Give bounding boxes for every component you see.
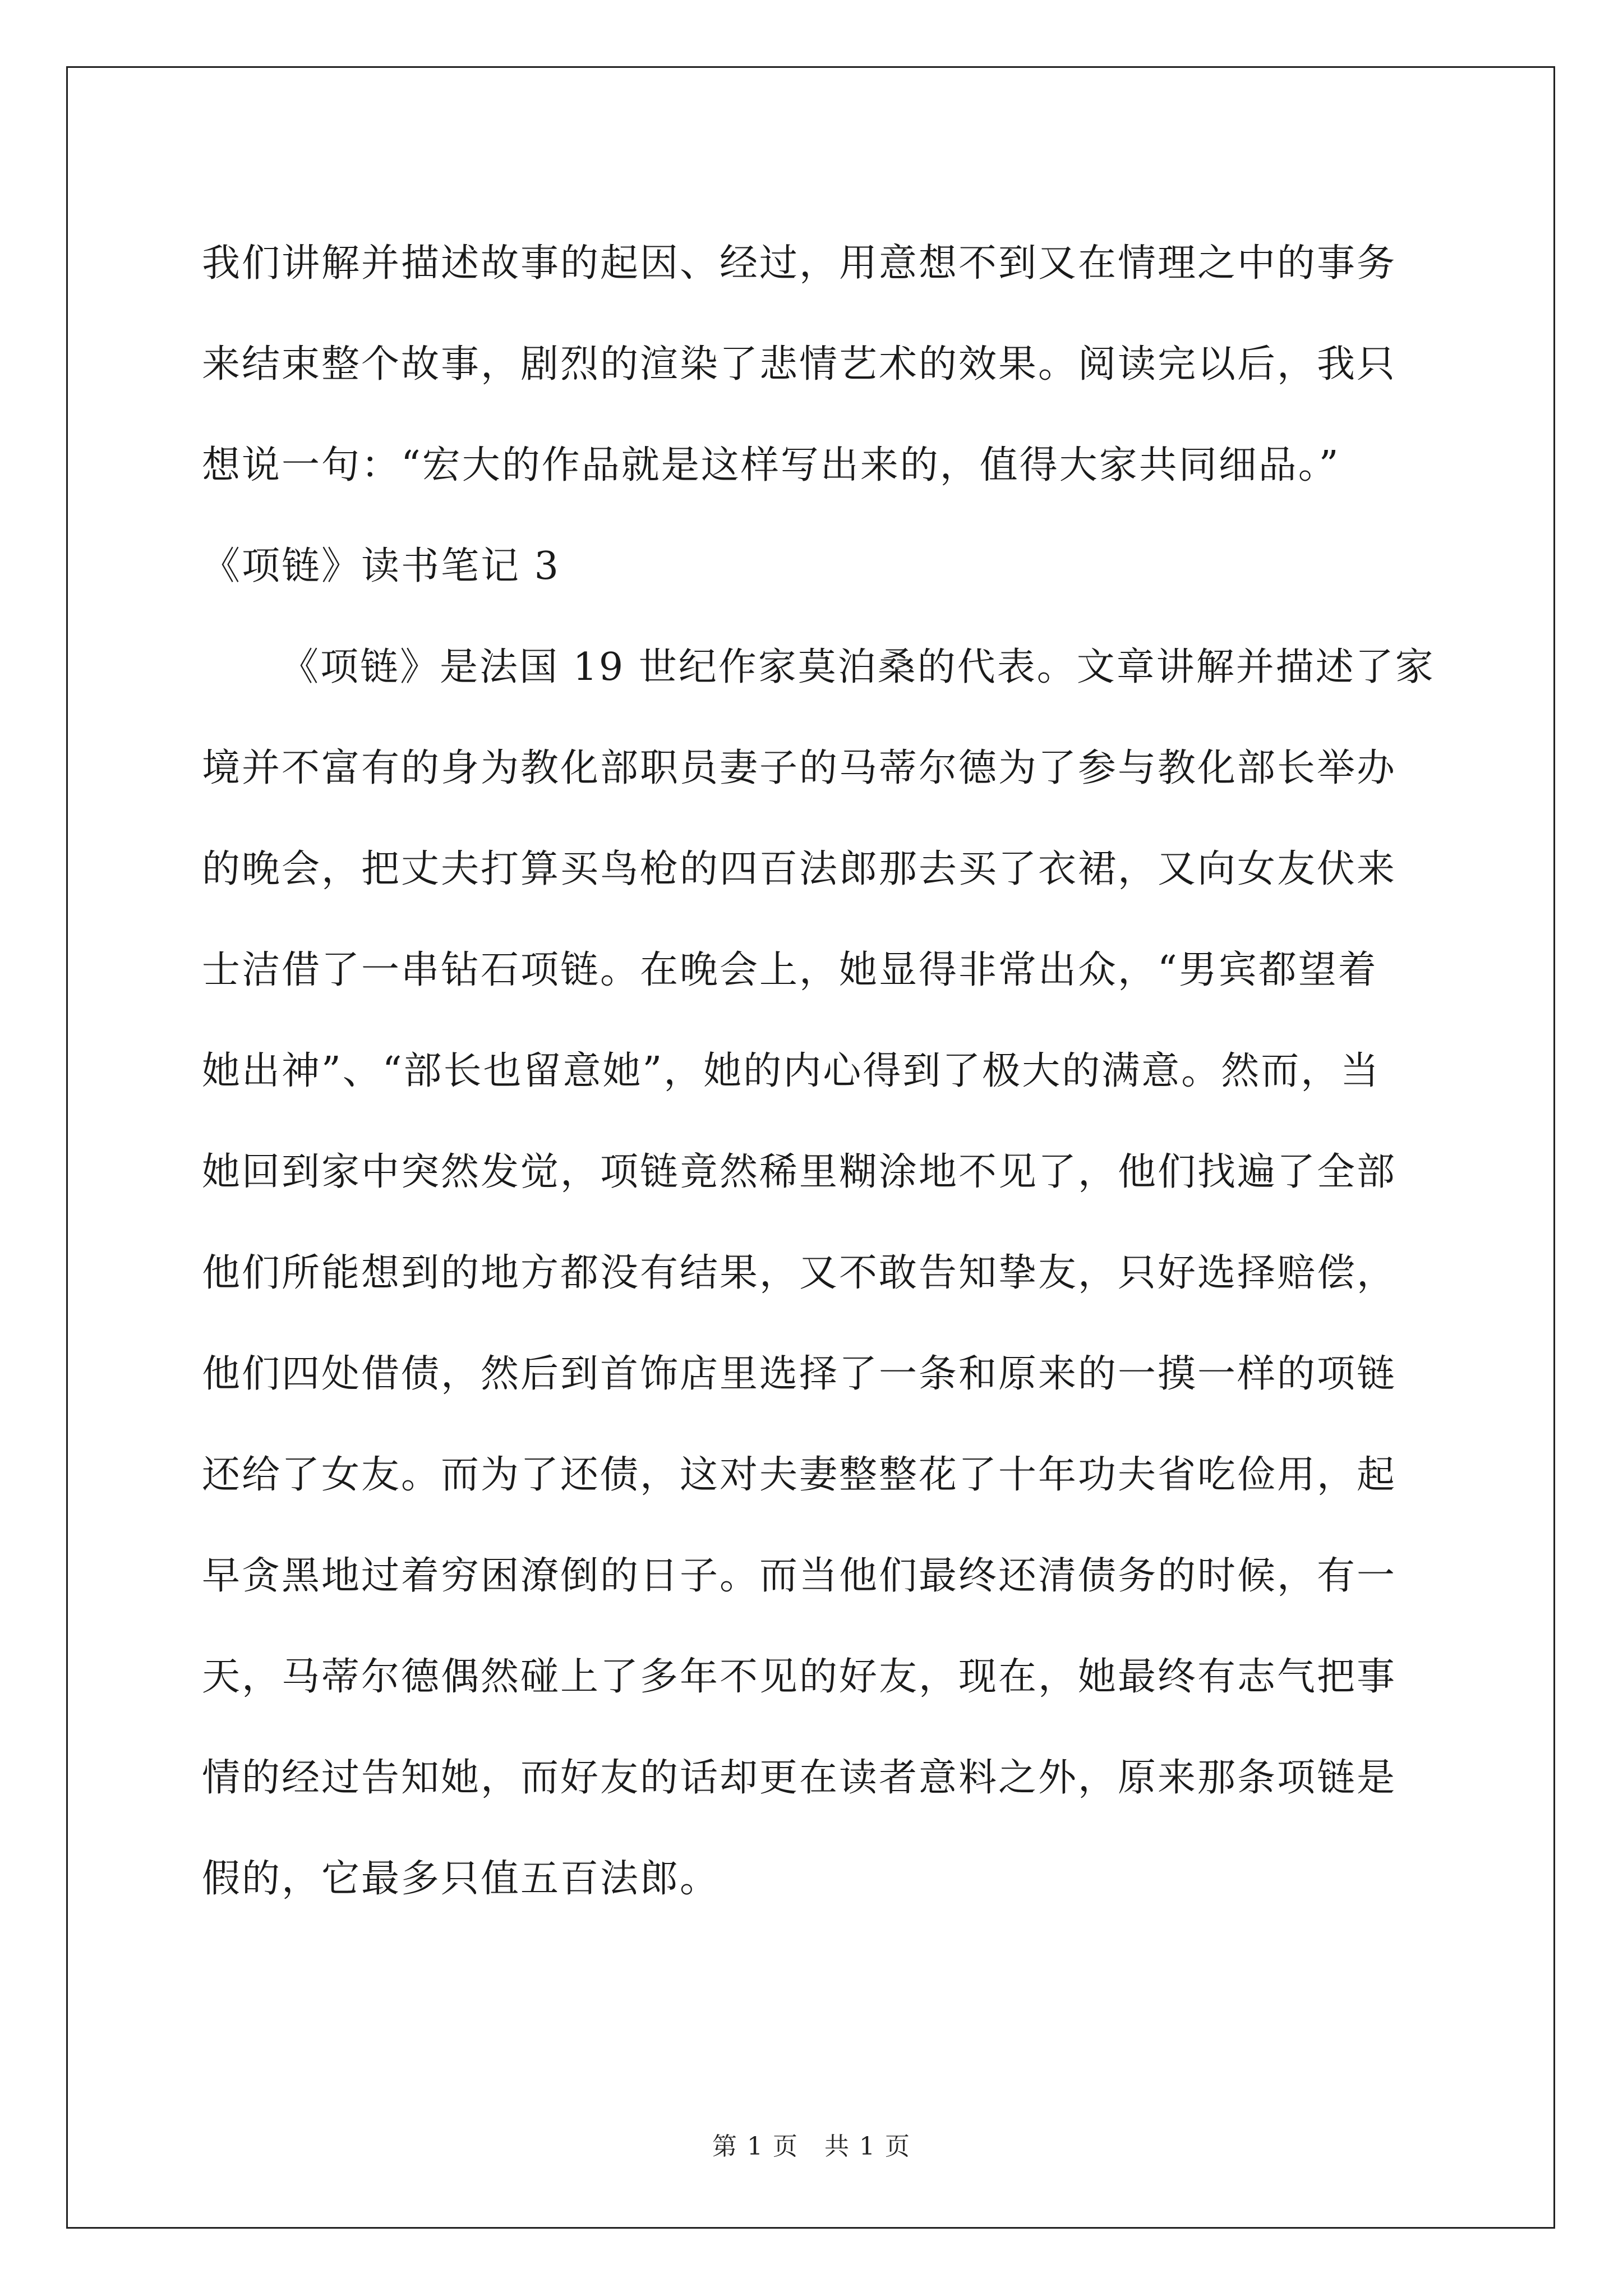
paragraph-line: 境并不富有的身为教化部职员妻子的马蒂尔德为了参与教化部长举办 xyxy=(202,746,1397,790)
paragraph-line: 来结束整个故事，剧烈的渲染了悲情艺术的效果。阅读完以后，我只 xyxy=(202,342,1397,386)
paragraph-line: 我们讲解并描述故事的起因、经过，用意想不到又在情理之中的事务 xyxy=(202,241,1397,286)
paragraph-line: 天，马蒂尔德偶然碰上了多年不见的好友，现在，她最终有志气把事 xyxy=(202,1655,1397,1699)
paragraph-line: 他们四处借债，然后到首饰店里选择了一条和原来的一摸一样的项链 xyxy=(202,1352,1397,1396)
section-heading: 《项链》读书笔记 3 xyxy=(202,544,560,588)
paragraph-line: 《项链》是法国 19 世纪作家莫泊桑的代表。文章讲解并描述了家 xyxy=(280,645,1435,689)
document-body xyxy=(202,213,1436,1930)
paragraph-line: 她出神”、“部长也留意她”，她的内心得到了极大的满意。然而，当 xyxy=(202,1049,1381,1093)
paragraph-line: 她回到家中突然发觉，项链竟然稀里糊涂地不见了，他们找遍了全部 xyxy=(202,1150,1397,1194)
page-footer: 第 1 页 共 1 页 xyxy=(712,2132,911,2161)
paragraph-line: 早贪黑地过着穷困潦倒的日子。而当他们最终还清债务的时候，有一 xyxy=(202,1554,1397,1598)
paragraph-line: 士洁借了一串钻石项链。在晚会上，她显得非常出众，“男宾都望着 xyxy=(202,948,1378,992)
paragraph-line: 想说一句：“宏大的作品就是这样写出来的，值得大家共同细品。” xyxy=(202,443,1340,487)
paragraph-line: 还给了女友。而为了还债，这对夫妻整整花了十年功夫省吃俭用，起 xyxy=(202,1453,1397,1497)
paragraph-line: 的晚会，把丈夫打算买鸟枪的四百法郎那去买了衣裙，又向女友伏来 xyxy=(202,847,1397,891)
paragraph-line: 假的，它最多只值五百法郎。 xyxy=(202,1857,720,1901)
paragraph-line: 情的经过告知她，而好友的话却更在读者意料之外，原来那条项链是 xyxy=(202,1756,1397,1800)
paragraph-line: 他们所能想到的地方都没有结果，又不敢告知挚友，只好选择赔偿， xyxy=(202,1251,1397,1295)
